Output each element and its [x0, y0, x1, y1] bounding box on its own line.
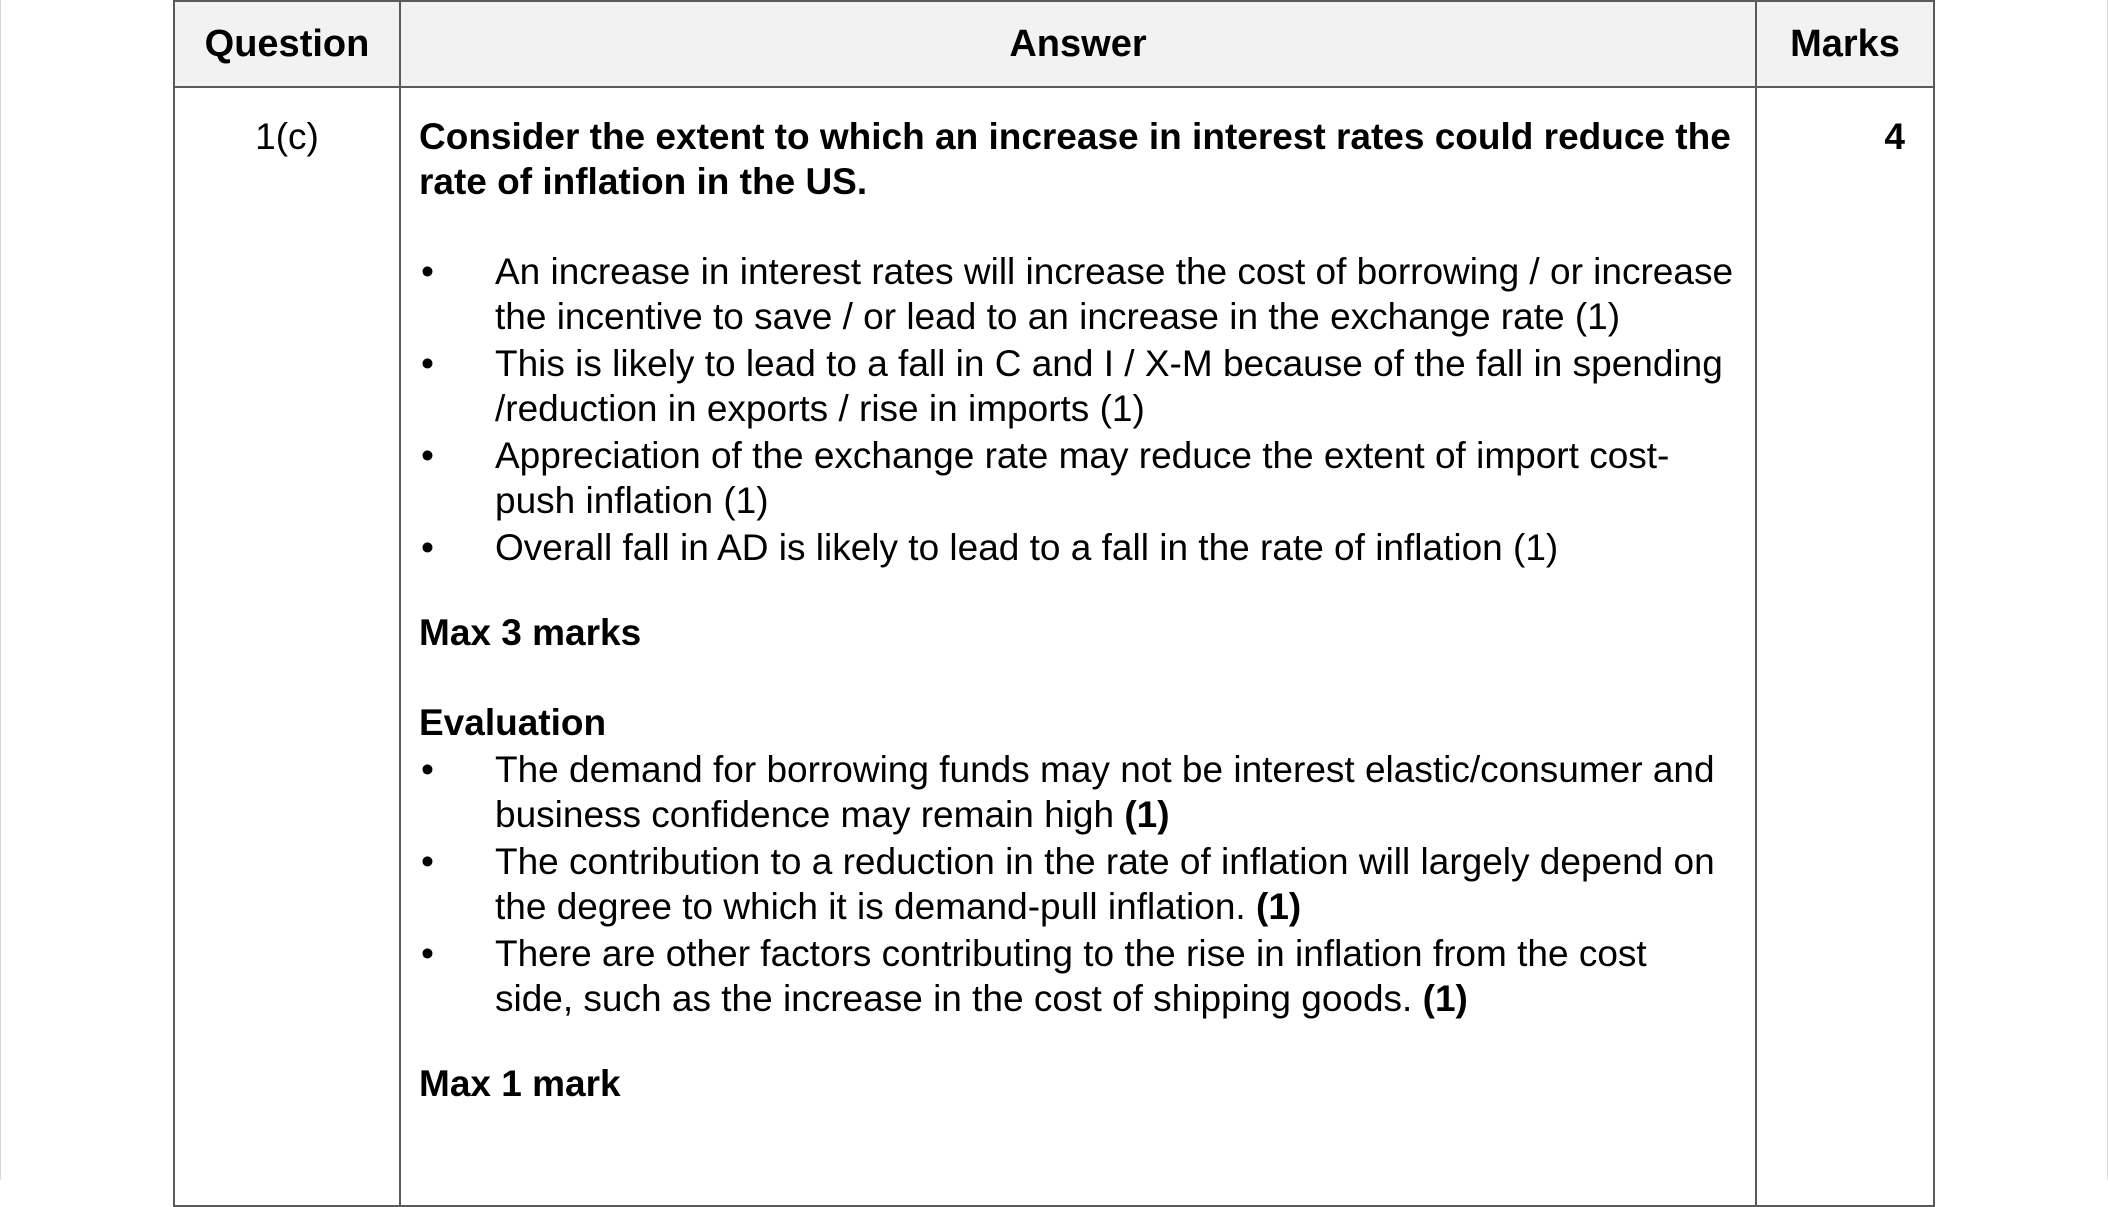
points-list	[419, 249, 1735, 570]
list-item	[419, 341, 1735, 431]
mark-scheme-table	[173, 0, 1935, 1207]
answer-cell	[400, 87, 1756, 1206]
list-item	[419, 839, 1735, 929]
bullet-icon: •	[421, 343, 434, 384]
evaluation-text: The demand for borrowing funds may not be interest elastic/consumer and business confidence may remain high	[495, 749, 1715, 835]
point-text: An increase in interest rates will increase the cost of borrowing / or increase the incentive to save / or lead to an increase in the exchange rate (1)	[495, 251, 1734, 337]
bullet-icon: •	[421, 435, 434, 476]
question-row	[174, 87, 1934, 1206]
header-marks: Marks	[1756, 1, 1934, 87]
list-item	[419, 525, 1735, 570]
point-text: This is likely to lead to a fall in C and I / X-M because of the fall in spending /reduction in exports / rise in imports (1)	[495, 343, 1723, 429]
evaluation-mark: (1)	[1256, 886, 1302, 927]
bullet-icon: •	[421, 527, 434, 568]
bullet-icon: •	[421, 933, 434, 974]
evaluation-text: The contribution to a reduction in the rate of inflation will largely depend on the degree to which it is demand-pull inflation.	[495, 841, 1715, 927]
list-item	[419, 249, 1735, 339]
bullet-icon: •	[421, 749, 434, 790]
evaluation-list	[419, 747, 1735, 1021]
evaluation-mark: (1)	[1124, 794, 1170, 835]
evaluation-heading: Evaluation	[419, 702, 607, 743]
list-item	[419, 747, 1735, 837]
page-edge-left	[0, 0, 1, 1180]
max-points-note: Max 3 marks	[419, 612, 642, 653]
question-prompt: Consider the extent to which an increase in interest rates could reduce the rate of inflation in the US.	[419, 116, 1731, 202]
question-number: 1(c)	[174, 87, 400, 1206]
list-item	[419, 433, 1735, 523]
marks-value: 4	[1756, 87, 1934, 1206]
evaluation-text: There are other factors contributing to the rise in inflation from the cost side, such as the increase in the cost of shipping goods.	[495, 933, 1647, 1019]
point-text: Overall fall in AD is likely to lead to a fall in the rate of inflation (1)	[495, 527, 1559, 568]
bullet-icon: •	[421, 251, 434, 292]
max-evaluation-note: Max 1 mark	[419, 1063, 621, 1104]
bullet-icon: •	[421, 841, 434, 882]
header-question: Question	[174, 1, 400, 87]
header-answer: Answer	[400, 1, 1756, 87]
header-row	[174, 1, 1934, 87]
point-text: Appreciation of the exchange rate may reduce the extent of import cost-push inflation (1)	[495, 435, 1670, 521]
evaluation-mark: (1)	[1422, 978, 1468, 1019]
list-item	[419, 931, 1735, 1021]
